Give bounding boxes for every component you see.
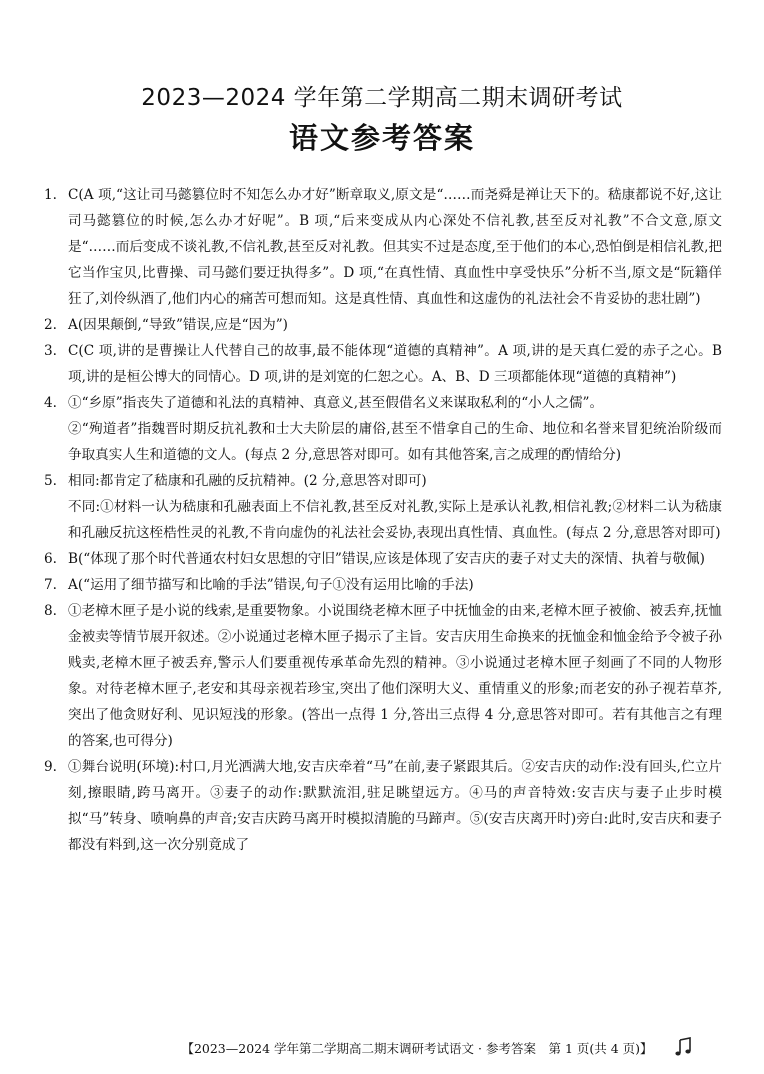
answer-text: A(“运用了细节描写和比喻的手法”错误,句子①没有运用比喻的手法) <box>68 577 474 593</box>
answer-item-2 <box>44 312 722 338</box>
page-footer: 【2023—2024 学年第二学期高二期末调研考试语文 · 参考答案 第 1 页(共 4 页)】 <box>181 1041 653 1056</box>
answer-number: 5. <box>44 473 57 489</box>
answer-number: 9. <box>44 759 57 775</box>
answer-text: A(因果颠倒,“导致”错误,应是“因为”) <box>68 317 288 333</box>
answer-item-1 <box>44 182 722 312</box>
answer-number: 7. <box>44 577 57 593</box>
answer-text: C(A 项,“这让司马懿篡位时不知怎么办才好”断章取义,原文是“……而尧舜是禅让天下的。嵇康都说不好,这让司马懿篡位的时候,怎么办才好呢”。B 项,“后来变成从内心深处不信礼教,甚至反对礼教”不合文意,原文是“……而后变成不谈礼教,不信礼教,甚至反对礼教。但其实不过是态度,至于他们的本心,恐怕倒是相信礼教,把它当作宝贝,比曹操、司马懿们要迂执得多”。D 项,“在真性情、真血性中享受快乐”分析不当,原文是“阮籍佯狂了,刘伶纵酒了,他们内心的痛苦可想而知。这是真性情、真血性和这虚伪的礼法社会不肯妥协的悲壮剧”) <box>68 187 722 307</box>
answer-item-3 <box>44 338 722 390</box>
answer-number: 4. <box>44 395 57 411</box>
answer-text: B(“体现了那个时代普通农村妇女思想的守旧”错误,应该是体现了安吉庆的妻子对丈夫的深情、执着与敬佩) <box>68 551 705 567</box>
answer-text: ①老樟木匣子是小说的线索,是重要物象。小说围绕老樟木匣子中抚恤金的由来,老樟木匣子被偷、被丢弃,抚恤金被卖等情节展开叙述。②小说通过老樟木匣子揭示了主旨。安吉庆用生命换来的抚恤金和恤金给予令被子孙贱卖,老樟木匣子被丢弃,警示人们要重视传承革命先烈的精神。③小说通过老樟木匣子刻画了不同的人物形象。对待老樟木匣子,老安和其母亲视若珍宝,突出了他们深明大义、重情重义的形象;而老安的孙子视若草芥,突出了他贪财好利、见识短浅的形象。(答出一点得 1 分,答出三点得 4 分,意思答对即可。若有其他言之有理的答案,也可得分) <box>68 603 722 749</box>
answer-number: 2. <box>44 317 57 333</box>
page-subtitle: 语文参考答案 <box>288 121 475 155</box>
answer-item-7 <box>44 572 722 598</box>
answer-item-5 <box>44 468 722 494</box>
answer-continuation: 不同:①材料一认为嵇康和孔融表面上不信礼教,甚至反对礼教,实际上是承认礼教,相信礼教;②材料二认为嵇康和孔融反抗这桎梏性灵的礼教,不肯向虚伪的礼法社会妥协,表现出真性情、真血性。(每点 2 分,意思答对即可) <box>68 499 722 541</box>
answer-text: ①舞台说明(环境):村口,月光洒满大地,安吉庆牵着“马”在前,妻子紧跟其后。②安吉庆的动作:没有回头,伫立片刻,擦眼睛,跨马离开。③妻子的动作:默默流泪,驻足眺望远方。④马的声音特效:安吉庆与妻子止步时模拟“马”转身、喷响鼻的声音;安吉庆跨马离开时模拟清脆的马蹄声。⑤(安吉庆离开时)旁白:此时,安吉庆和妻子都没有料到,这一次分别竟成了 <box>68 759 722 853</box>
music-note-icon <box>674 1036 692 1058</box>
answer-item-9 <box>44 754 722 858</box>
answer-list <box>44 182 722 858</box>
answer-continuation: ②“殉道者”指魏晋时期反抗礼教和士大夫阶层的庸俗,甚至不惜拿自己的生命、地位和名誉来冒犯统治阶级而争取真实人生和道德的文人。(每点 2 分,意思答对即可。如有其他答案,言之成理的酌情给分) <box>68 421 722 463</box>
answer-item-6 <box>44 546 722 572</box>
answer-text: 相同:都肯定了嵇康和孔融的反抗精神。(2 分,意思答对即可) <box>68 473 427 489</box>
answer-number: 3. <box>44 343 57 359</box>
answer-text: C(C 项,讲的是曹操让人代替自己的故事,最不能体现“道德的真精神”。A 项,讲的是天真仁爱的赤子之心。B 项,讲的是桓公博大的同情心。D 项,讲的是刘宽的仁恕之心。A、B、D 三项都能体现“道德的真精神”) <box>68 343 722 385</box>
answer-item-4 <box>44 390 722 416</box>
answer-text: ①“乡原”指丧失了道德和礼法的真精神、真意义,甚至假借名义来谋取私利的“小人之儒”。 <box>68 395 604 411</box>
answer-item-8 <box>44 598 722 754</box>
answer-number: 6. <box>44 551 57 567</box>
answer-number: 8. <box>44 603 57 619</box>
answer-number: 1. <box>44 187 57 203</box>
page-title: 2023—2024 学年第二学期高二期末调研考试 <box>141 85 623 111</box>
